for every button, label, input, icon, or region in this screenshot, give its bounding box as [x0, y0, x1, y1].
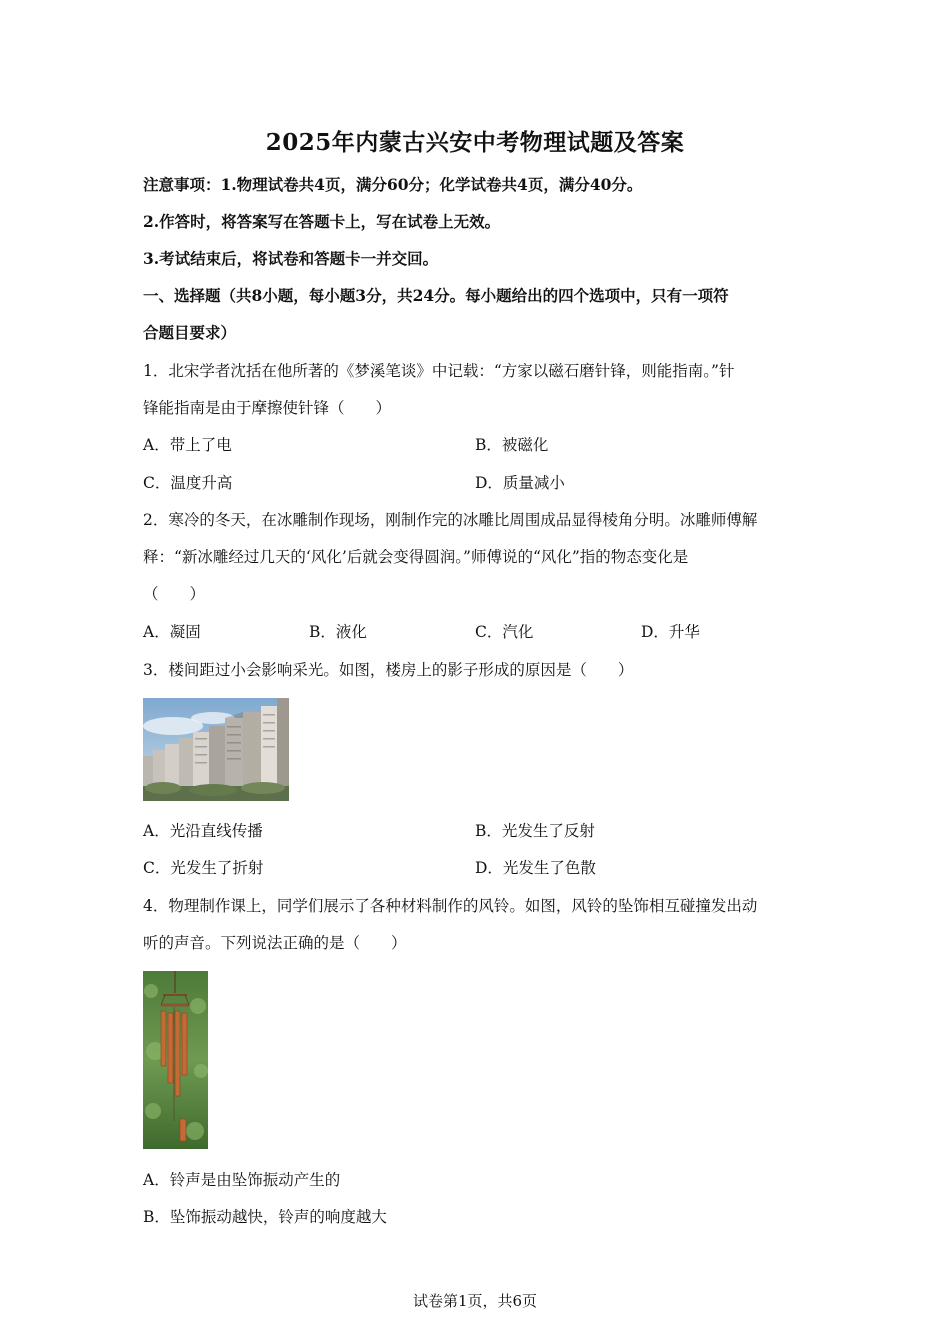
- q4-stem-line1: 4．物理制作课上，同学们展示了各种材料制作的风铃。如图，风铃的坠饰相互碰撞发出动: [143, 897, 758, 915]
- wind-chime-photo: [143, 971, 208, 1149]
- q2-stem-line1: 2．寒冷的冬天，在冰雕制作现场，刚制作完的冰雕比周围成品显得棱角分明。冰雕师傅解: [143, 511, 758, 529]
- q2-stem-line2: 释：“新冰雕经过几天的‘风化’后就会变得圆润。”师傅说的“风化”指的物态变化是: [143, 548, 689, 566]
- q3-option-a: A．光沿直线传播: [143, 822, 263, 840]
- q1-option-c: C．温度升高: [143, 474, 233, 492]
- q2-option-a: A．凝固: [143, 623, 201, 641]
- q4-stem-line2: 听的声音。下列说法正确的是（ ）: [143, 934, 407, 952]
- q3-stem-line1: 3．楼间距过小会影响采光。如图，楼房上的影子形成的原因是（ ）: [143, 661, 634, 679]
- page-footer: 试卷第1页，共6页: [412, 1292, 538, 1310]
- q3-option-d: D．光发生了色散: [475, 859, 596, 877]
- q1-option-b: B．被磁化: [475, 436, 549, 454]
- note-3: 3.考试结束后，将试卷和答题卡一并交回。: [143, 249, 439, 268]
- q1-stem-line2: 锋能指南是由于摩擦使针锋（ ）: [143, 399, 392, 417]
- page-title: 2025年内蒙古兴安中考物理试题及答案: [265, 129, 685, 156]
- q1-option-d: D．质量减小: [475, 474, 565, 492]
- q3-option-c: C．光发生了折射: [143, 859, 264, 877]
- q2-option-b: B．液化: [309, 623, 367, 641]
- q1-stem-line1: 1．北宋学者沈括在他所著的《梦溪笔谈》中记载：“方家以磁石磨针锋，则能指南。”针: [143, 362, 735, 380]
- q2-stem-line3: （ ）: [143, 585, 206, 603]
- section-heading-line1: 一、选择题（共8小题，每小题3分，共24分。每小题给出的四个选项中，只有一项符: [143, 286, 729, 305]
- q4-option-a: A．铃声是由坠饰振动产生的: [143, 1171, 341, 1189]
- q2-option-c: C．汽化: [475, 623, 534, 641]
- q1-option-a: A．带上了电: [143, 436, 232, 454]
- q4-option-b: B．坠饰振动越快，铃声的响度越大: [143, 1208, 387, 1226]
- note-2: 2.作答时，将答案写在答题卡上，写在试卷上无效。: [143, 212, 501, 231]
- q3-option-b: B．光发生了反射: [475, 822, 595, 840]
- note-1: 注意事项：1.物理试卷共4页，满分60分；化学试卷共4页，满分40分。: [143, 175, 643, 194]
- section-heading-line2: 合题目要求）: [143, 323, 237, 342]
- q2-option-d: D．升华: [641, 623, 700, 641]
- buildings-photo: [143, 698, 289, 801]
